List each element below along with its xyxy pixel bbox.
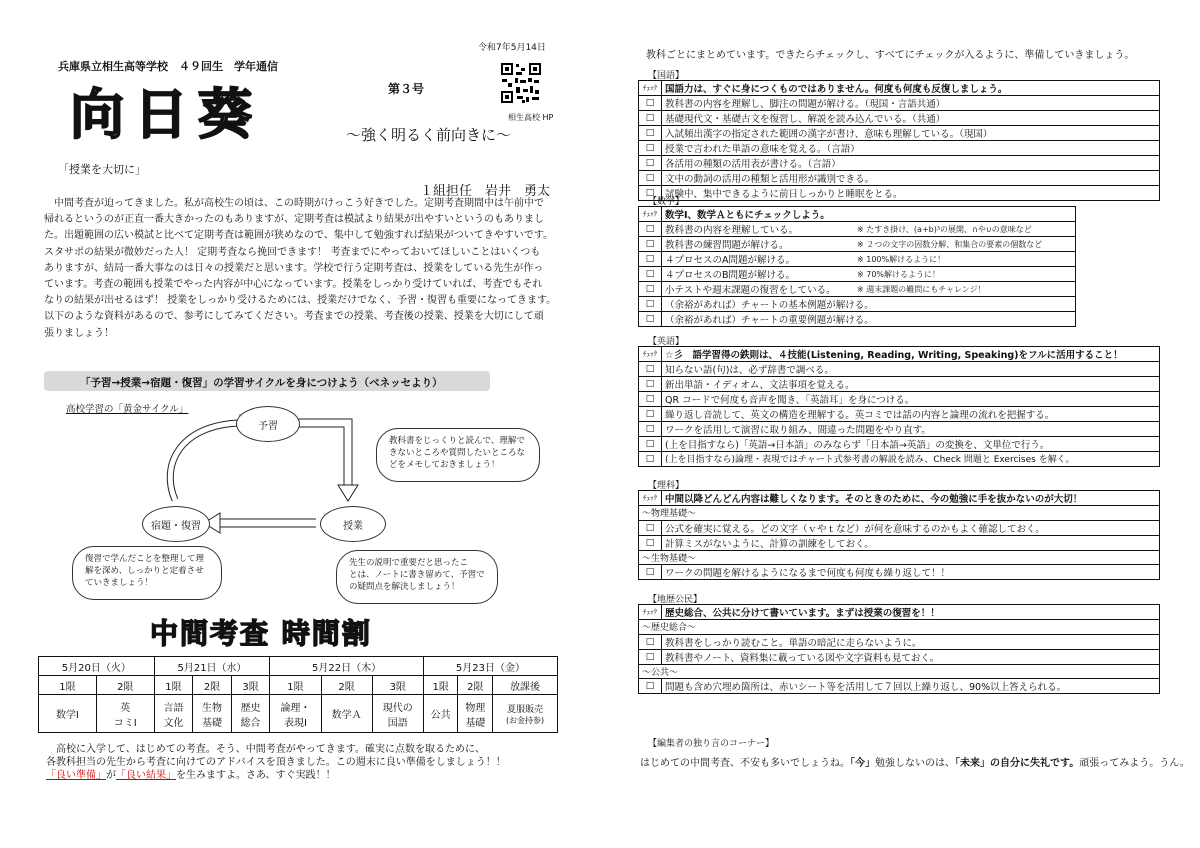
editor-part: はじめての中間考査、不安も多いでしょうね。 (640, 758, 850, 769)
sugaku-head: 数学Ⅰ、数学Ａともにチェックしよう。 (662, 207, 1076, 222)
subject-cell (270, 695, 321, 733)
kokugo-item-text: 教科書の内容を理解し、脚注の問題が解ける。（現国・言語共通） (662, 96, 1160, 111)
timetable-title: 中間考査 時間割 (150, 617, 372, 650)
bubble-jugyo (336, 550, 498, 604)
subject-top: 生物 (202, 702, 222, 714)
sugaku-item-text: ４プロセスのA問題が解ける。 (662, 252, 855, 267)
issue-number: 第３号 (388, 82, 425, 96)
checkbox[interactable]: □ (639, 520, 662, 535)
check-header: ﾁｪｯｸ (639, 347, 662, 362)
chireki-sub: ～公共～ (639, 664, 1160, 679)
check-header: ﾁｪｯｸ (639, 81, 662, 96)
cycle-banner-text: 「予習→授業→宿題・復習」の学習サイクルを身につけよう（ベネッセより） (80, 377, 443, 389)
checkbox[interactable]: □ (639, 282, 662, 297)
subject-bottom: 表現Ⅰ (283, 717, 307, 729)
subject-cell (423, 695, 458, 733)
cycle-node-jugyo (320, 506, 386, 542)
kokugo-item-text: 文中の動詞の活用の種類と活用形が識別できる。 (662, 171, 1160, 186)
editor-part: の自分に失礼です。 (990, 758, 1080, 769)
cycle-node-fukushu-label: 宿題・復習 (151, 520, 201, 532)
checkbox[interactable]: □ (639, 96, 662, 111)
closing-good-result: 「良い結果」 (116, 770, 176, 781)
editor-part: 頑張ってみよう。うん。 (1079, 758, 1190, 769)
subject-cell (193, 695, 232, 733)
sugaku-item (639, 252, 1076, 267)
slogan: ～強く明るく前向きに～ (346, 126, 512, 144)
eigo-item (639, 422, 1160, 437)
sugaku-label: 【数学】 (648, 197, 685, 207)
sugaku-note: ※ 週末課題の難問にもチャレンジ！ (854, 282, 1076, 297)
subject-bottom: 国語 (387, 717, 408, 729)
chireki-item-text: 教科書をしっかり読むこと。単語の暗記に走らないように。 (662, 634, 1160, 649)
rika-head-row (639, 491, 1160, 506)
sugaku-item-text: ４プロセスのB問題が解ける。 (662, 267, 855, 282)
timetable-days-row (39, 657, 558, 676)
subject-cell (96, 695, 154, 733)
subject-cell (154, 695, 193, 733)
checkbox[interactable]: □ (639, 297, 662, 312)
checkbox[interactable]: □ (639, 535, 662, 550)
bubble-yoshu (376, 428, 540, 482)
chireki-head-row (639, 605, 1160, 620)
editor-future: 「未来」 (955, 758, 990, 769)
check-header: ﾁｪｯｸ (639, 605, 662, 620)
period-cell: 2限 (193, 676, 232, 695)
checkbox[interactable]: □ (639, 634, 662, 649)
chireki-head: 歴史総合、公共に分けて書いています。まずは授業の復習を！！ (662, 605, 1160, 620)
subject-top: 英 (120, 702, 131, 714)
article-line: なりの結果が出せるはず！ 授業をしっかり受けるためには、授業だけでなく、予習・復習も重要になってきます。 (44, 295, 557, 307)
issue-date: 令和7年5月14日 (478, 43, 546, 53)
checkbox[interactable]: □ (639, 392, 662, 407)
editor-part: 勉強しないのは、 (875, 758, 955, 769)
day-cell: 5月23日（金） (423, 657, 557, 676)
subject-top: 夏服販売 (507, 704, 544, 715)
kokugo-checklist (638, 80, 1160, 201)
sugaku-item-text: 教科書の内容を理解している。 (662, 222, 855, 237)
subject-cell (321, 695, 372, 733)
subject-top: 論理・ (280, 702, 311, 714)
cycle-node-yoshu-label: 予習 (258, 420, 278, 432)
rika-sub-row (639, 506, 1160, 521)
checkbox[interactable]: □ (639, 377, 662, 392)
rika-item (639, 565, 1160, 580)
eigo-head: ☆彡 語学習得の鉄則は、４技能(Listening, Reading, Writing, Speaking)をフルに活用すること！ (662, 347, 1160, 362)
kokugo-item (639, 126, 1160, 141)
eigo-item-text: 繰り返し音読して、英文の構造を理解する。英コミでは話の内容と論理の流れを把握する。 (662, 407, 1160, 422)
bubble-line: の疑問点を解決しましょう！ (349, 582, 460, 592)
article-line: ありますが、結局一番大事なのは日々の授業だと思います。学校で行う定期考査は、授業をしている先生が作っ (44, 262, 544, 274)
checkbox[interactable]: □ (639, 452, 662, 467)
chireki-sub: ～歴史総合～ (639, 620, 1160, 635)
chireki-item (639, 634, 1160, 649)
bubble-line: どをメモしておきましょう！ (389, 460, 500, 470)
eigo-item (639, 377, 1160, 392)
period-cell: 1限 (423, 676, 458, 695)
kokugo-head: 国語力は、すぐに身につくものではありません。何度も何度も反復しましょう。 (662, 81, 1160, 96)
period-cell: 1限 (270, 676, 321, 695)
closing-line: 高校に入学して、はじめての考査。そう、中間考査がやってきます。確実に点数を取るために、 (46, 744, 485, 755)
eigo-item-text: (上を目指すなら)「英語→日本語」のみならず「日本語→英語」の変換を、文単位で行う。 (662, 437, 1160, 452)
sugaku-head-row (639, 207, 1076, 222)
article-line: 張りましょう！ (44, 327, 114, 339)
sugaku-item-text: 教科書の練習問題が解ける。 (662, 237, 855, 252)
chireki-label: 【地歴公民】 (648, 595, 703, 605)
kokugo-item (639, 141, 1160, 156)
eigo-item (639, 437, 1160, 452)
day-cell: 5月20日（火） (39, 657, 155, 676)
qr-label: 相生高校 HP (508, 113, 554, 122)
subject-cell (39, 695, 97, 733)
period-cell: 2限 (96, 676, 154, 695)
cycle-node-yoshu (236, 406, 300, 442)
period-cell: 1限 (154, 676, 193, 695)
checkbox[interactable]: □ (639, 362, 662, 377)
chireki-item (639, 679, 1160, 694)
kokugo-item (639, 96, 1160, 111)
bubble-line: ていきましょう！ (85, 578, 154, 588)
sugaku-note: ※ 100%解けるように！ (854, 252, 1076, 267)
period-cell: 3限 (372, 676, 423, 695)
kokugo-item-text: 基礎現代文・基礎古文を復習し、解説を読み込んでいる。（共通） (662, 111, 1160, 126)
kokugo-label: 【国語】 (648, 71, 685, 81)
newsletter-title: 向日葵 (70, 83, 262, 146)
subject-single: 数学Ⅰ (55, 710, 79, 721)
eigo-item (639, 407, 1160, 422)
checkbox[interactable]: □ (639, 156, 662, 171)
checkbox[interactable]: □ (639, 649, 662, 664)
day-cell: 5月22日（木） (270, 657, 423, 676)
bubble-line: 復習で学んだことを整理して理 (85, 554, 205, 564)
subject-bottom: 基礎 (465, 717, 486, 729)
period-cell: 3限 (231, 676, 270, 695)
chireki-checklist (638, 604, 1160, 694)
checkbox[interactable]: □ (639, 267, 662, 282)
kokugo-item (639, 111, 1160, 126)
subject-single: 数学Ａ (331, 710, 362, 721)
eigo-item (639, 452, 1160, 467)
closing-good-prep: 「良い準備」 (46, 770, 106, 781)
cycle-subtitle: 高校学習の「黄金サイクル」 (66, 404, 189, 415)
eigo-head-row (639, 347, 1160, 362)
closing-text (46, 743, 506, 782)
subject-bottom: (お金持参) (505, 715, 545, 725)
subject-top: 言語 (163, 702, 184, 714)
checkbox[interactable]: □ (639, 171, 662, 186)
subject-bottom: コミⅠ (113, 717, 137, 729)
sugaku-item-text: （余裕があれば）チャートの重要例題が解ける。 (662, 312, 1076, 327)
rika-item-text: ワークの問題を解けるようになるまで何度も何度も繰り返して！！ (662, 565, 1160, 580)
eigo-item-text: 新出単語・イディオム、文法事項を覚える。 (662, 377, 1160, 392)
chireki-sub-row (639, 620, 1160, 635)
sugaku-item-text: （余裕があれば）チャートの基本例題が解ける。 (662, 297, 1076, 312)
subject-cell (493, 695, 558, 733)
bubble-line: 解を深め、しっかりと定着させ (85, 566, 204, 576)
kokugo-item-text: 各活用の種類の活用表が書ける。（言語） (662, 156, 1160, 171)
subject-single: 公共 (430, 710, 451, 721)
rika-item-text: 計算ミスがないように、計算の訓練をしておく。 (662, 535, 1160, 550)
rika-sub: ～生物基礎～ (639, 550, 1160, 565)
editor-text (640, 754, 1190, 769)
rika-item (639, 520, 1160, 535)
bubble-line: きないところや質問したいところな (389, 448, 526, 458)
period-cell: 1限 (39, 676, 97, 695)
article-line: た。出題範囲の広い模試と比べて定期考査は範囲が狭めなので、集中して勉強すれば結果がついてきやすいです。 (44, 230, 553, 242)
sugaku-item (639, 282, 1076, 297)
checkbox[interactable]: □ (639, 407, 662, 422)
period-cell: 2限 (458, 676, 493, 695)
checkbox[interactable]: □ (639, 222, 662, 237)
article-author: １組担任 岩井 勇太 (420, 184, 551, 199)
sugaku-note: ※ たすき掛け、(a+b)³の展開、∩や∪の意味など (854, 222, 1076, 237)
rika-checklist (638, 490, 1160, 580)
checkbox[interactable]: □ (639, 252, 662, 267)
checkbox[interactable]: □ (639, 312, 662, 327)
day-cell: 5月21日（水） (154, 657, 270, 676)
right-intro: 教科ごとにまとめています。できたらチェックし、すべてにチェックが入るように、準備していきましょう。 (646, 50, 1135, 61)
article-line: スタサポの結果が微妙だった人！ 定期考査なら挽回できます！ 考査までにやっておいてほしいことはいくつも (44, 246, 541, 258)
checkbox[interactable]: □ (639, 679, 662, 694)
checkbox[interactable]: □ (639, 111, 662, 126)
sugaku-note: ※ ２つの文字の因数分解、和集合の要素の個数など (854, 237, 1076, 252)
bubble-line: とは、ノートに書き留めて、予習で (349, 570, 485, 580)
chireki-item-text: 教科書やノート、資料集に載っている図や文字資料も見ておく。 (662, 649, 1160, 664)
subject-cell (372, 695, 423, 733)
chireki-item (639, 649, 1160, 664)
rika-label: 【理科】 (648, 481, 685, 491)
article-heading: 「授業を大切に」 (58, 163, 146, 176)
closing-line-3 (46, 769, 506, 782)
closing-line: 各教科担当の先生から考査に向けてのアドバイスを頂きました。この週末に良い準備をしましょう！！ (46, 757, 506, 768)
checkbox[interactable]: □ (639, 237, 662, 252)
eigo-item-text: (上を目指すなら)論理・表現ではチャート式参考書の解説を読み、Check 問題と Exercises を解く。 (662, 452, 1160, 467)
subject-bottom: 基礎 (202, 717, 222, 729)
checkbox[interactable]: □ (639, 565, 662, 580)
editor-now: 「今」 (850, 758, 875, 769)
rika-sub-row (639, 550, 1160, 565)
subject-top: 物理 (465, 702, 486, 714)
eigo-checklist (638, 346, 1160, 467)
checkbox[interactable]: □ (639, 437, 662, 452)
bubble-fukushu (72, 546, 222, 600)
kokugo-item (639, 156, 1160, 171)
timetable (38, 656, 558, 733)
subject-cell (458, 695, 493, 733)
cycle-node-jugyo-label: 授業 (343, 520, 363, 532)
sugaku-item-text: 小テストや週末課題の復習をしている。 (662, 282, 855, 297)
qr-code[interactable] (500, 62, 542, 104)
closing-tail: を生みますよ。さあ、すぐ実践！！ (176, 770, 336, 781)
chireki-sub-row (639, 664, 1160, 679)
bubble-line: 先生の説明で重要だと思ったこ (349, 558, 469, 568)
kokugo-item-text: 授業で言われた単語の意味を覚える。（言語） (662, 141, 1160, 156)
rika-item-text: 公式を確実に覚える。どの文字（ｖやｔなど）が何を意味するのかもよく確認しておく。 (662, 520, 1160, 535)
kokugo-head-row (639, 81, 1160, 96)
eigo-item-text: ワークを活用して演習に取り組み、間違った問題をやり直す。 (662, 422, 1160, 437)
chireki-item-text: 問題も含め穴埋め箇所は、赤いシート等を活用して７回以上繰り返し、90%以上答えられる。 (662, 679, 1160, 694)
closing-connector: が (106, 770, 116, 781)
eigo-item-text: 知らない語(句)は、必ず辞書で調べる。 (662, 362, 1160, 377)
checkbox[interactable]: □ (639, 186, 662, 201)
eigo-item (639, 392, 1160, 407)
eigo-item-text: QR コードで何度も音声を聞き、「英語耳」を身につける。 (662, 392, 1160, 407)
checkbox[interactable]: □ (639, 422, 662, 437)
subject-top: 現代の (382, 702, 413, 714)
eigo-item (639, 362, 1160, 377)
timetable-periods-row (39, 676, 558, 695)
sugaku-item (639, 312, 1076, 327)
kokugo-item-text: 試験中、集中できるように前日しっかりと睡眠をとる。 (662, 186, 1160, 201)
sugaku-item (639, 297, 1076, 312)
kokugo-item (639, 171, 1160, 186)
sugaku-note: ※ 70%解けるように！ (854, 267, 1076, 282)
kokugo-item-text: 入試頻出漢字の指定された範囲の漢字が書け、意味も理解している。（現国） (662, 126, 1160, 141)
rika-sub: ～物理基礎～ (639, 506, 1160, 521)
article-line: 以下のような資料があるので、参考にしてみてください。考査までの授業、考査後の授業、授業を大切にして頑 (44, 311, 544, 323)
subject-top: 歴史 (240, 702, 261, 714)
cycle-node-fukushu (142, 506, 210, 542)
school-name: 兵庫県立相生高等学校 ４９回生 学年通信 (58, 60, 278, 73)
checkbox[interactable]: □ (639, 126, 662, 141)
period-cell: 2限 (321, 676, 372, 695)
checkbox[interactable]: □ (639, 141, 662, 156)
check-header: ﾁｪｯｸ (639, 491, 662, 506)
rika-item (639, 535, 1160, 550)
sugaku-item (639, 237, 1076, 252)
timetable-subjects-row (39, 695, 558, 733)
subject-cell (231, 695, 270, 733)
bubble-line: 教科書をじっくりと読んで、理解で (389, 436, 525, 446)
editor-label: 【編集者の独り言のコーナー】 (648, 739, 775, 749)
sugaku-item (639, 267, 1076, 282)
sugaku-checklist (638, 206, 1076, 327)
check-header: ﾁｪｯｸ (639, 207, 662, 222)
article-line: 帰れるというのが正直一番大きかったのもありますが、定期考査は模試より結果が出やすいというのもありまし (44, 214, 544, 226)
rika-head: 中間以降どんどん内容は難しくなります。そのときのために、今の勉強に手を抜かないのが大切！ (662, 491, 1160, 506)
kokugo-item (639, 186, 1160, 201)
subject-bottom: 文化 (163, 717, 184, 729)
sugaku-item (639, 222, 1076, 237)
article-line: 中間考査が迫ってきました。私が高校生の頃は、この時期がけっこう好きでした。定期考査期間中は午前中で (44, 198, 544, 209)
period-cell: 放課後 (493, 676, 558, 695)
subject-bottom: 総合 (240, 717, 261, 729)
article-line: ています。考査の範囲も授業でやった内容が中心になっています。授業をしっかり受けていれば、考査でもそれ (44, 279, 543, 291)
article-body (44, 196, 564, 342)
eigo-label: 【英語】 (648, 337, 685, 347)
